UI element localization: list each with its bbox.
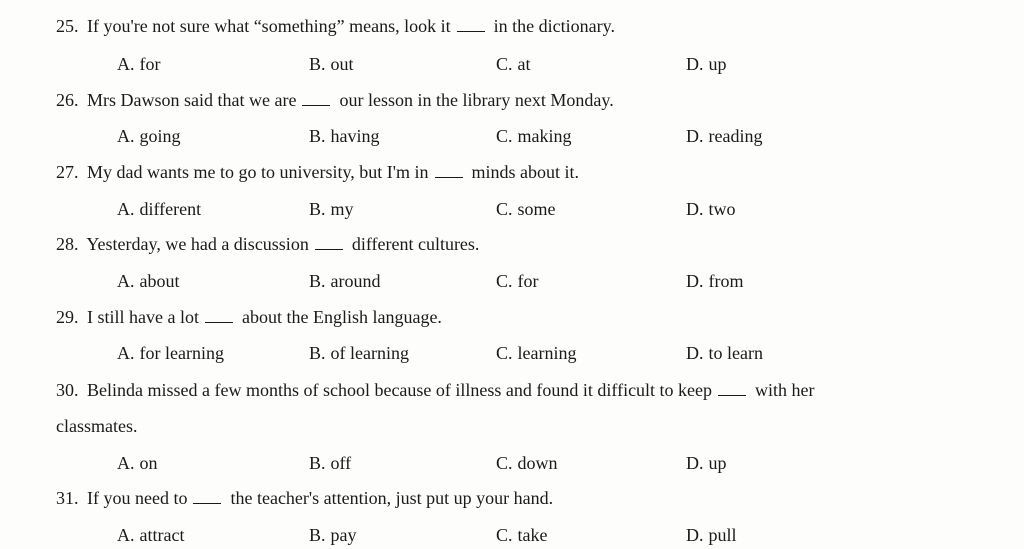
question-text-before: Mrs Dawson said that we are (87, 90, 297, 110)
question-text-after: in the dictionary. (493, 16, 615, 36)
question-text-before: If you need to (87, 488, 188, 508)
option-c: C. take (496, 525, 548, 545)
question-text-after: our lesson in the library next Monday. (339, 90, 614, 110)
option-a: A. different (117, 199, 202, 219)
question-text-before: Yesterday, we had a discussion (86, 234, 309, 254)
question-28 (56, 233, 479, 255)
question-31 (56, 487, 553, 509)
option-c: C. learning (496, 343, 577, 363)
question-text-continuation: classmates. (56, 416, 138, 436)
answer-blank (193, 489, 221, 504)
question-text-after: minds about it. (471, 162, 580, 182)
question-25 (56, 15, 615, 37)
question-number: 29. (56, 307, 79, 327)
option-d: D. two (686, 199, 736, 219)
option-a: A. going (117, 126, 181, 146)
option-d: D. reading (686, 126, 763, 146)
option-c: C. making (496, 126, 572, 146)
question-number: 28. (56, 234, 79, 254)
question-text-before: I still have a lot (87, 307, 199, 327)
option-b: B. pay (309, 525, 357, 545)
question-text-before: If you're not sure what “something” means, look it (87, 16, 451, 36)
option-a: A. on (117, 453, 158, 473)
option-b: B. my (309, 199, 354, 219)
option-a: A. attract (117, 525, 185, 545)
question-26 (56, 89, 614, 111)
question-text-after: about the English language. (241, 307, 442, 327)
option-b: B. having (309, 126, 380, 146)
option-b: B. of learning (309, 343, 409, 363)
question-29 (56, 306, 442, 328)
answer-blank (302, 91, 330, 106)
question-number: 31. (56, 488, 79, 508)
answer-blank (435, 163, 463, 178)
question-text-after: with her (755, 380, 815, 400)
option-d: D. to learn (686, 343, 763, 363)
option-d: D. up (686, 453, 727, 473)
option-c: C. down (496, 453, 558, 473)
question-number: 27. (56, 162, 79, 182)
option-a: A. about (117, 271, 180, 291)
question-number: 25. (56, 16, 79, 36)
question-number: 30. (56, 380, 79, 400)
answer-blank (315, 235, 343, 250)
question-number: 26. (56, 90, 79, 110)
option-c: C. some (496, 199, 556, 219)
option-b: B. out (309, 54, 354, 74)
option-a: A. for learning (117, 343, 224, 363)
option-d: D. from (686, 271, 744, 291)
option-d: D. pull (686, 525, 737, 545)
option-c: C. for (496, 271, 539, 291)
answer-blank (718, 381, 746, 396)
option-b: B. off (309, 453, 352, 473)
question-text-before: My dad wants me to go to university, but I'm in (87, 162, 429, 182)
option-d: D. up (686, 54, 727, 74)
answer-blank (205, 308, 233, 323)
question-text-after: the teacher's attention, just put up your hand. (230, 488, 554, 508)
option-c: C. at (496, 54, 531, 74)
question-30 (56, 379, 815, 401)
option-b: B. around (309, 271, 381, 291)
answer-blank (457, 17, 485, 32)
option-a: A. for (117, 54, 161, 74)
question-27 (56, 161, 579, 183)
question-text-after: different cultures. (351, 234, 480, 254)
question-text-before: Belinda missed a few months of school because of illness and found it difficult to keep (87, 380, 713, 400)
question-30-continuation (56, 415, 137, 437)
